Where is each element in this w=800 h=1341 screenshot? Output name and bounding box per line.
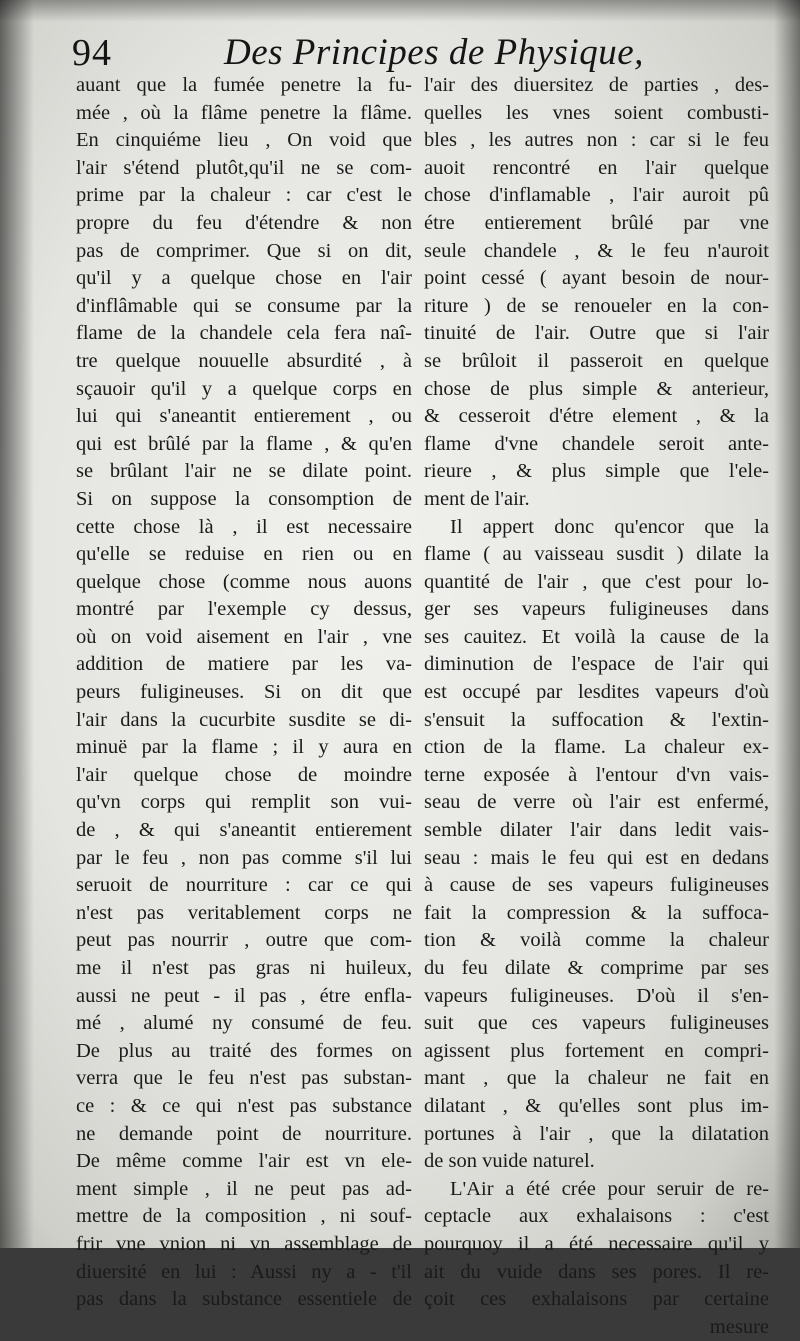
text-line: rieure , & plus simple que l'ele- [424,460,769,483]
text-line: auoit rencontré en l'air quelque [424,156,769,179]
text-line: prime par la chaleur : car c'est le [76,184,412,207]
text-line: vapeurs fuligineuses. D'où il s'en- [424,984,769,1007]
text-line: ger ses vapeurs fuligineuses dans [424,598,769,621]
text-line: peurs fuligineuses. Si on dit que [76,681,412,704]
text-line: pas de comprimer. Que si on dit, [76,239,412,262]
text-line: ction de la flame. La chaleur ex- [424,736,769,759]
text-line: est occupé par lesdites vapeurs d'où [424,681,769,704]
text-line: & cesseroit d'étre element , & la [424,405,769,428]
text-line: pas dans la substance essentiele de [76,1288,412,1311]
text-line: point cessé ( ayant besoin de nour- [424,267,769,290]
text-line: l'air des diuersitez de parties , des- [424,74,769,96]
text-line: tinuité de l'air. Outre que si l'air [424,322,769,345]
text-line: ne demande point de nourriture. [76,1122,412,1145]
binding-shadow [0,0,34,1248]
text-line: sçauoir qu'il y a quelque corps en [76,377,412,400]
text-line: mé , alumé ny consumé de feu. [76,1012,412,1035]
left-text-column [76,72,412,1314]
text-line: frir vne vnion ni vn assemblage de [76,1232,412,1255]
text-line: tion & voilà comme la chaleur [424,929,769,952]
text-line: auant que la fumée penetre la fu- [76,74,412,96]
right-text-column [424,72,769,1341]
text-line: cette chose là , il est necessaire [76,515,412,538]
text-line: quantité de l'air , que c'est pour lo- [424,570,769,593]
running-head: Des Principes de Physique, [224,32,644,73]
text-line: pourquoy il a été necessaire qu'il y [424,1232,769,1255]
text-line: agissent plus fortement en compri- [424,1039,769,1062]
text-line: qu'vn corps qui remplit son vui- [76,791,412,814]
text-line: tre quelque nouuelle absurdité , à [76,349,412,372]
text-line: seule chandele , & le feu n'auroit [424,239,769,262]
text-line: se brûloit il passeroit en quelque [424,349,769,372]
text-line: de , & qui s'aneantit entierement [76,819,412,842]
text-line: flame ( au vaisseau susdit ) dilate la [424,543,769,566]
text-line: seau de verre où l'air est enfermé, [424,791,769,814]
text-line: peut pas nourrir , outre que com- [76,929,412,952]
text-line: l'air s'étend plutôt,qu'il ne se com- [76,156,412,179]
text-line: mant , que la chaleur ne fait en [424,1067,769,1090]
text-line: ait du vuide dans ses pores. Il re- [424,1260,769,1283]
text-line: aussi ne peut - il pas , étre enfla- [76,984,412,1007]
page-number: 94 [72,32,112,74]
text-line: ce : & ce qui n'est pas substance [76,1094,412,1117]
text-line: mesure [709,1315,769,1338]
text-line: s'ensuit la suffocation & l'extin- [424,708,769,731]
text-line: L'Air a été crée pour seruir de re- [450,1177,769,1200]
text-line: diminution de l'espace de l'air qui [424,653,769,676]
text-line: diuersité en lui : Aussi ny a - t'il [76,1260,412,1283]
text-line: mée , où la flâme penetre la flâme. [76,101,412,124]
text-line: portunes à l'air , que la dilatation [424,1122,769,1145]
text-line: de son vuide naturel. [424,1150,595,1173]
text-line: De même comme l'air est vn ele- [76,1150,412,1173]
text-line: seau : mais le feu qui est en dedans [424,846,769,869]
text-line: minuë par la flame ; il y aura en [76,736,412,759]
text-line: chose d'inflamable , l'air auroit pû [424,184,769,207]
text-line: du feu dilate & comprime par ses [424,957,769,979]
text-line: Il appert donc qu'encor que la [450,515,769,538]
text-line: De plus au traité des formes on [76,1039,412,1062]
text-line: n'est pas veritablement corps ne [76,901,412,924]
text-line: verra que le feu n'est pas substan- [76,1067,412,1090]
text-line: qu'il y a quelque chose en l'air [76,267,412,290]
text-line: ment simple , il ne peut pas ad- [76,1177,412,1200]
text-line: propre du feu d'étendre & non [76,211,412,234]
text-line: me il n'est pas gras ni huileux, [76,957,412,979]
text-line: flame de la chandele cela fera naî- [76,322,412,345]
text-line: d'inflâmable qui se consume par la [76,294,412,317]
text-line: montré par l'exemple cy dessus, [76,598,412,621]
text-line: où on void aisement en l'air , vne [76,625,412,648]
text-line: étre entierement brûlé par vne [424,211,769,234]
text-line: fait la compression & la suffoca- [424,901,769,924]
text-line: ses cauitez. Et voilà la cause de la [424,625,769,648]
text-line: çoit ces exhalaisons par certaine [424,1288,769,1311]
edge-shadow [774,0,800,1248]
text-line: se brûlant l'air ne se dilate point. [76,460,412,483]
page-header [72,28,772,78]
text-line: mettre de la composition , ni souf- [76,1205,412,1228]
text-line: riture ) de se renoueler en la con- [424,294,769,317]
text-line: semble dilater l'air dans ledit vais- [424,819,769,842]
text-line: ceptacle aux exhalaisons : c'est [424,1205,769,1228]
text-line: addition de matiere par les va- [76,653,412,676]
text-line: bles , les autres non : car si le feu [424,129,769,152]
text-line: ment de l'air. [424,487,530,510]
text-line: quelque chose (comme nous auons [76,570,412,593]
text-line: dilatant , & qu'elles sont plus im- [424,1094,769,1117]
text-line: suit que ces vapeurs fuligineuses [424,1012,769,1035]
text-line: l'air dans la cucurbite susdite se di- [76,708,412,731]
text-line: qu'elle se reduise en rien ou en [76,543,412,566]
text-line: l'air quelque chose de moindre [76,763,412,786]
text-line: seruoit de nourriture : car ce qui [76,874,412,897]
text-line: chose de plus simple & anterieur, [424,377,769,400]
text-line: quelles les vnes soient combusti- [424,101,769,124]
top-shadow [0,0,800,22]
text-line: lui qui s'aneantit entierement , ou [76,405,412,428]
text-line: à cause de ses vapeurs fuligineuses [424,874,769,897]
text-line: qui est brûlé par la flame , & qu'en [76,432,412,455]
text-line: par le feu , non pas comme s'il lui [76,846,412,869]
text-line: flame d'vne chandele seroit ante- [424,432,769,455]
text-line: Si on suppose la consomption de [76,487,412,510]
text-line: En cinquiéme lieu , On void que [76,129,412,152]
text-line: terne exposée à l'entour d'vn vais- [424,763,769,786]
